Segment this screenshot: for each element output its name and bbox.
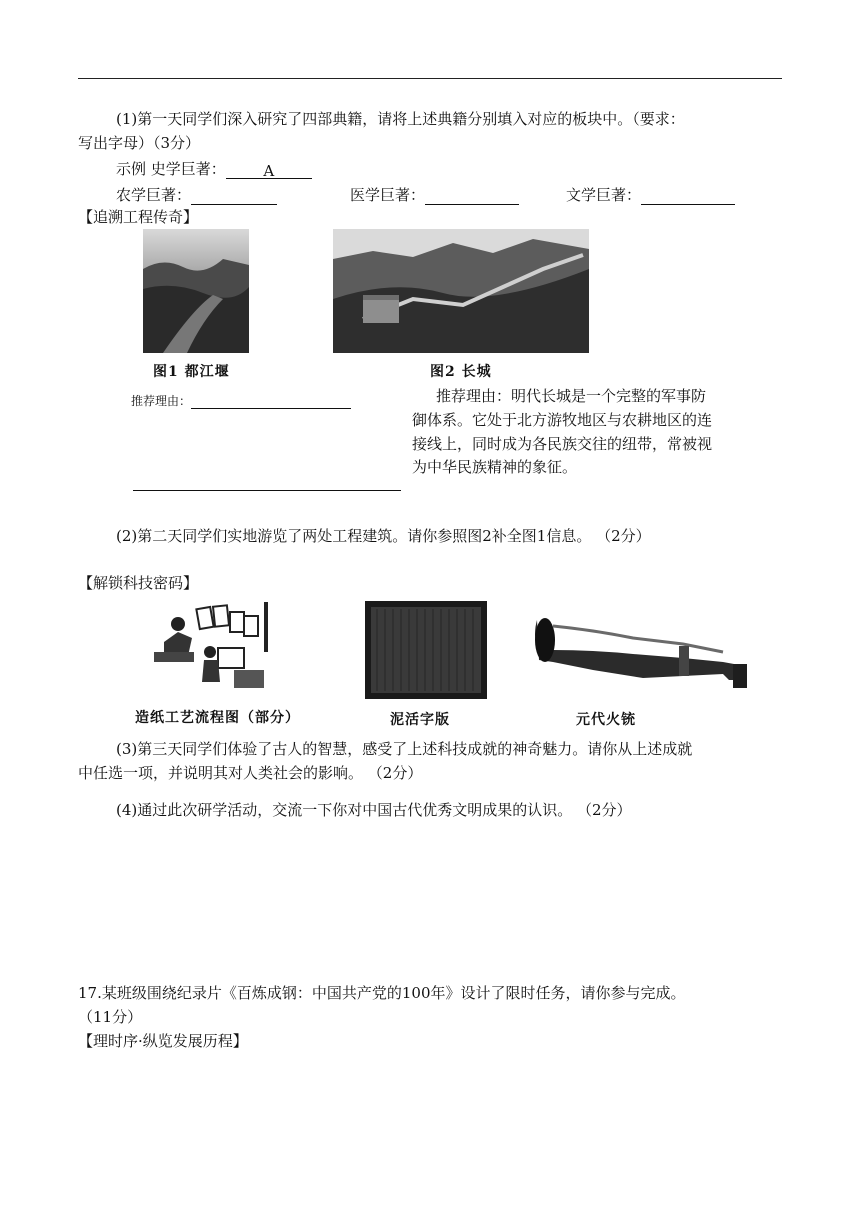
dujiangyan-photo	[143, 229, 249, 353]
section-engineering: 【追溯工程传奇】	[78, 208, 199, 226]
tech-caption-clay-type: 泥活字版	[390, 712, 450, 728]
agri-row	[116, 184, 277, 205]
header-rule	[78, 78, 782, 79]
example-answer: A	[226, 162, 312, 179]
example-label: 示例 史学巨著：	[116, 160, 226, 178]
q1-line1: (1)第一天同学们深入研究了四部典籍，请将上述典籍分别填入对应的板块中。（要求：	[116, 110, 685, 128]
reason-text-4: 为中华民族精神的象征。	[412, 458, 578, 476]
med-label: 医学巨著：	[350, 186, 426, 204]
reason-text-1: 推荐理由：明代长城是一个完整的军事防	[436, 387, 707, 405]
lit-row	[566, 184, 735, 205]
reason-blank[interactable]	[191, 396, 351, 409]
q1-example	[116, 158, 312, 179]
q1-line2: 写出字母）（3分）	[78, 134, 201, 152]
agri-answer-blank[interactable]	[191, 188, 277, 205]
q4: (4)通过此次研学活动，交流一下你对中国古代优秀文明成果的认识。 （2分）	[116, 801, 632, 819]
reason-text-3: 接线上，同时成为各民族交往的纽带，常被视	[412, 435, 713, 453]
q3-line1: (3)第三天同学们体验了古人的智慧，感受了上述科技成就的神奇魅力。请你从上述成就	[116, 740, 693, 758]
reason-row	[131, 392, 351, 409]
section-tech: 【解锁科技密码】	[78, 574, 199, 592]
papermaking-illustration	[148, 598, 270, 694]
q17-line2: （11分）	[78, 1008, 143, 1026]
yuan-fire-lance-photo	[533, 600, 753, 696]
lit-answer-blank[interactable]	[641, 188, 735, 205]
q3-line2: 中任选一项，并说明其对人类社会的影响。 （2分）	[78, 764, 423, 782]
reason-answer-line[interactable]	[133, 490, 401, 491]
med-answer-blank[interactable]	[425, 188, 519, 205]
med-row	[350, 184, 519, 205]
tech-caption-papermaking: 造纸工艺流程图（部分）	[135, 710, 300, 726]
fig1-caption: 图1 都江堰	[153, 364, 230, 380]
reason-label: 推荐理由：	[131, 394, 192, 408]
q2: (2)第二天同学们实地游览了两处工程建筑。请你参照图2补全图1信息。 （2分）	[116, 527, 651, 545]
great-wall-photo	[333, 229, 589, 353]
agri-label: 农学巨著：	[116, 186, 192, 204]
lit-label: 文学巨著：	[566, 186, 642, 204]
clay-type-plate-photo	[365, 601, 487, 699]
reason-text-2: 御体系。它处于北方游牧地区与农耕地区的连	[412, 411, 713, 429]
fig2-caption: 图2 长城	[430, 364, 492, 380]
section-timeline: 【理时序·纵览发展历程】	[78, 1032, 248, 1050]
tech-caption-fire-lance: 元代火铳	[576, 712, 636, 728]
q17-line1: 17.某班级围绕纪录片《百炼成钢：中国共产党的100年》设计了限时任务，请你参与完成。	[78, 984, 686, 1002]
